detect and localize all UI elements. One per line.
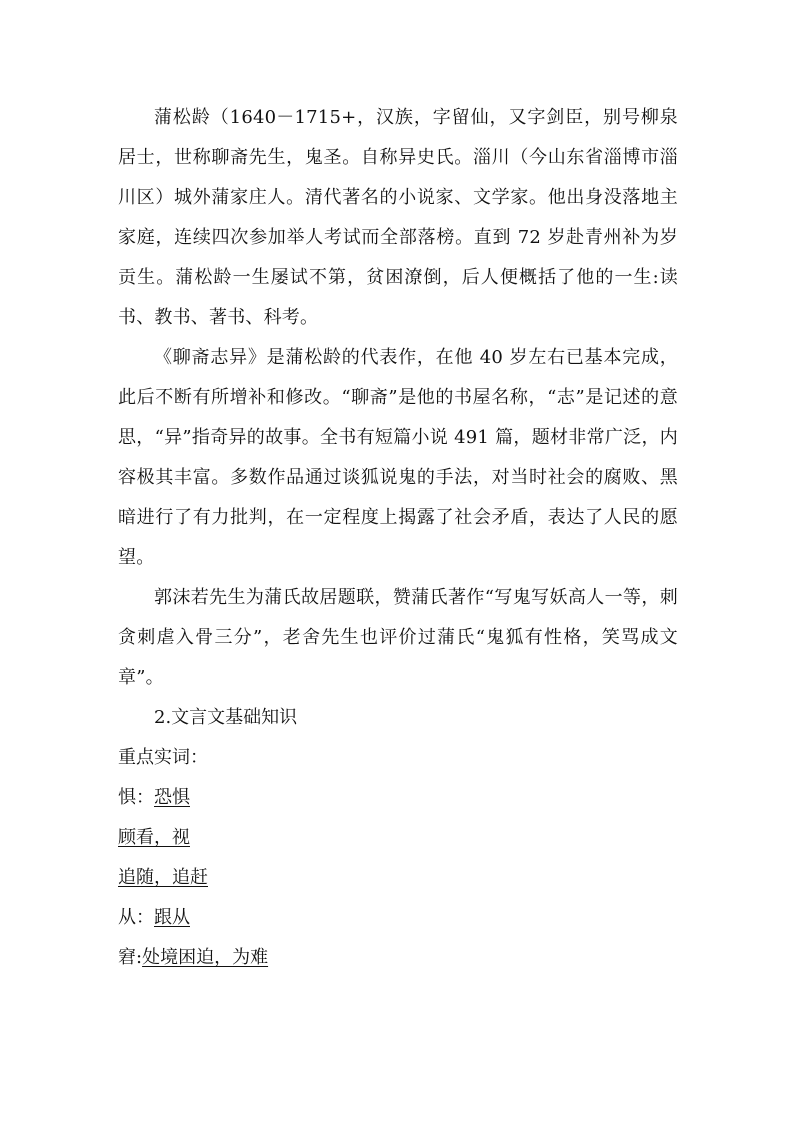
- word-entry: [118, 858, 678, 898]
- section-heading: 2.文言文基础知识: [154, 707, 298, 728]
- comment-paragraph: 郭沫若先生为蒲氏故居题联，赞蒲氏著作“写鬼写妖高人一等，刺贪刺虐入骨三分”，老舍先生也评价过蒲氏“鬼狐有性格，笑骂成文章”。: [118, 587, 678, 688]
- word-meaning: 追随，追赶: [118, 867, 208, 888]
- word-term: 窘:: [118, 947, 143, 968]
- word-entry: [118, 898, 678, 938]
- word-entry: [118, 778, 678, 818]
- book-intro-paragraph: 《聊斋志异》是蒲松龄的代表作，在他 40 岁左右已基本完成，此后不断有所增补和修改。“聊斋”是他的书屋名称，“志”是记述的意思，“异”指奇异的故事。全书有短篇小说 491 篇，题材非常广泛，内容极其丰富。多数作品通过谈狐说鬼的手法，对当时社会的腐败、黑暗进行了有力批判，在一定程度上揭露了社会矛盾，表达了人民的愿望。: [118, 347, 678, 568]
- author-intro-paragraph: 蒲松龄（1640－1715+，汉族，字留仙，又字剑臣，别号柳泉居士，世称聊斋先生，鬼圣。自称异史氏。淄川（今山东省淄博市淄川区）城外蒲家庄人。清代著名的小说家、文学家。他出身没落地主家庭，连续四次参加举人考试而全部落榜。直到 72 岁赴青州补为岁贡生。蒲松龄一生屡试不第，贫困潦倒，后人便概括了他的一生:读书、教书、著书、科考。: [118, 107, 678, 328]
- word-meaning: 跟从: [154, 907, 190, 928]
- word-entry: [118, 818, 678, 858]
- document-body: [118, 98, 678, 978]
- word-meaning: 恐惧: [154, 787, 190, 808]
- word-meaning: 处境困迫，为难: [142, 947, 269, 968]
- word-entry: [118, 938, 678, 978]
- word-term: 惧：: [118, 787, 154, 808]
- word-term: 从：: [118, 907, 154, 928]
- word-meaning: 顾看，视: [118, 827, 190, 848]
- key-words-label: 重点实词：: [118, 747, 208, 768]
